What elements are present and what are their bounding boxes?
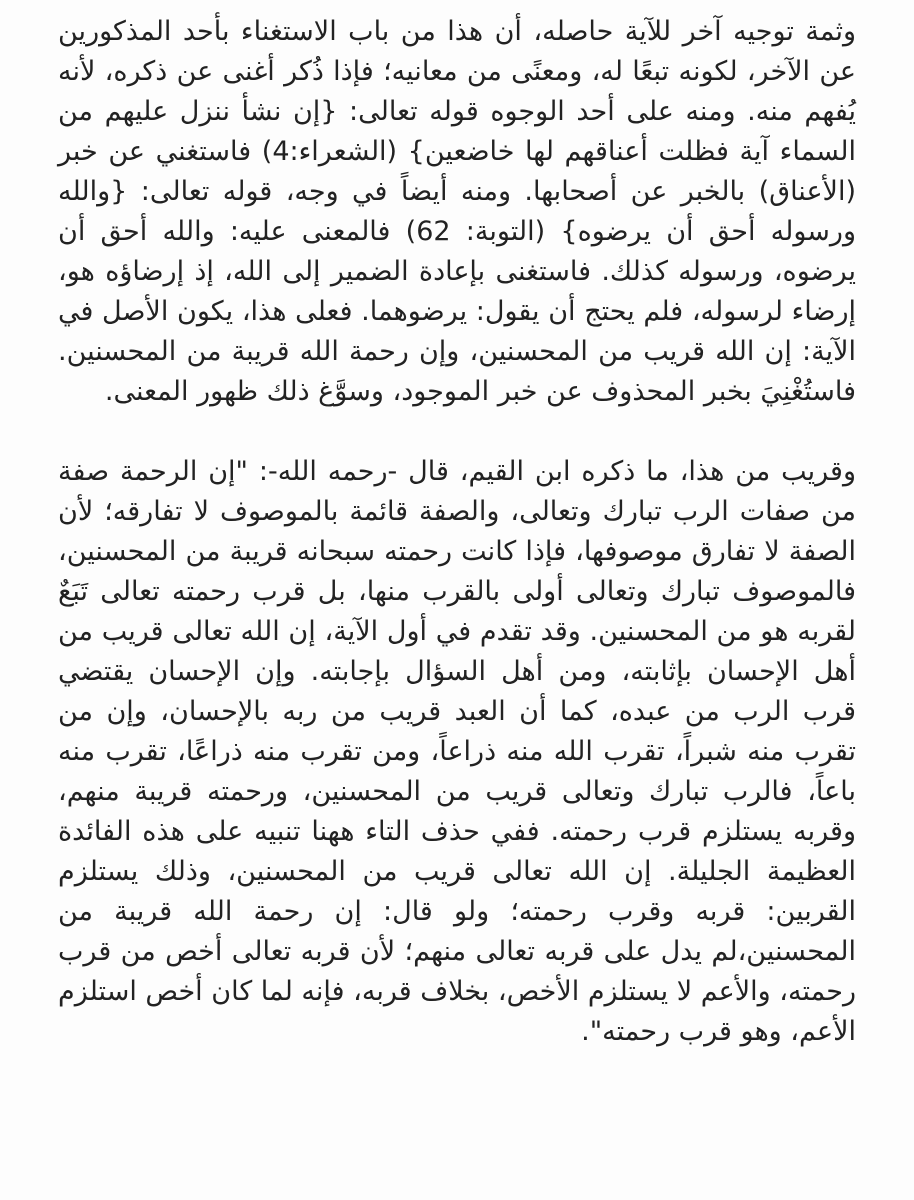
paragraph-2: وقريب من هذا، ما ذكره ابن القيم، قال -رحمه الله-: "إن الرحمة صفة من صفات الرب تبارك وتعالى، والصفة قائمة بالموصوف لا تفارقه؛ لأن الصفة لا تفارق موصوفها، فإذا كانت رحمته سبحانه قريبة من المحسنين، فالموصوف تبارك وتعالى أولى بالقرب منها، بل قرب رحمته تعالى تَبَعٌ لقربه هو من المحسنين. وقد تقدم في أول الآية، إن الله تعالى قريب من أهل الإحسان بإثابته، ومن أهل السؤال بإجابته. وإن الإحسان يقتضي قرب الرب من عبده، كما أن العبد قريب من ربه بالإحسان، وإن من تقرب منه شبراً، تقرب الله منه ذراعاً، ومن تقرب منه ذراعًا، تقرب منه باعاً، فالرب تبارك وتعالى قريب من المحسنين، ورحمته قريبة منهم، وقربه يستلزم قرب رحمته. ففي حذف التاء ههنا تنبيه على هذه الفائدة العظيمة الجليلة. إن الله تعالى قريب من المحسنين، وذلك يستلزم القربين: قربه وقرب رحمته؛ ولو قال: إن رحمة الله قريبة من المحسنين،لم يدل على قربه تعالى منهم؛ لأن قربه تعالى أخص من قرب رحمته، والأعم لا يستلزم الأخص، بخلاف قربه، فإنه لما كان أخص استلزم الأعم، وهو قرب رحمته".	[58, 456, 856, 1047]
paragraph-1: وثمة توجيه آخر للآية حاصله، أن هذا من باب الاستغناء بأحد المذكورين عن الآخر، لكونه تبعًا له، ومعنًى من معانيه؛ فإذا ذُكر أغنى عن ذكره، لأنه يُفهم منه. ومنه على أحد الوجوه قوله تعالى: {إن نشأ ننزل عليهم من السماء آية فظلت أعناقهم لها خاضعين} (الشعراء:4) فاستغني عن خبر (الأعناق) بالخبر عن أصحابها. ومنه أيضاً في وجه، قوله تعالى: {والله ورسوله أحق أن يرضوه} (التوبة: 62) فالمعنى عليه: والله أحق أن يرضوه، ورسوله كذلك. فاستغنى بإعادة الضمير إلى الله، إذ إرضاؤه هو، إرضاء لرسوله، فلم يحتج أن يقول: يرضوهما. فعلى هذا، يكون الأصل في الآية: إن الله قريب من المحسنين، وإن رحمة الله قريبة من المحسنين. فاستُغْنِيَ بخبر المحذوف عن خبر الموجود، وسوَّغ ذلك ظهور المعنى.	[58, 16, 856, 407]
document-page	[58, 12, 856, 1052]
